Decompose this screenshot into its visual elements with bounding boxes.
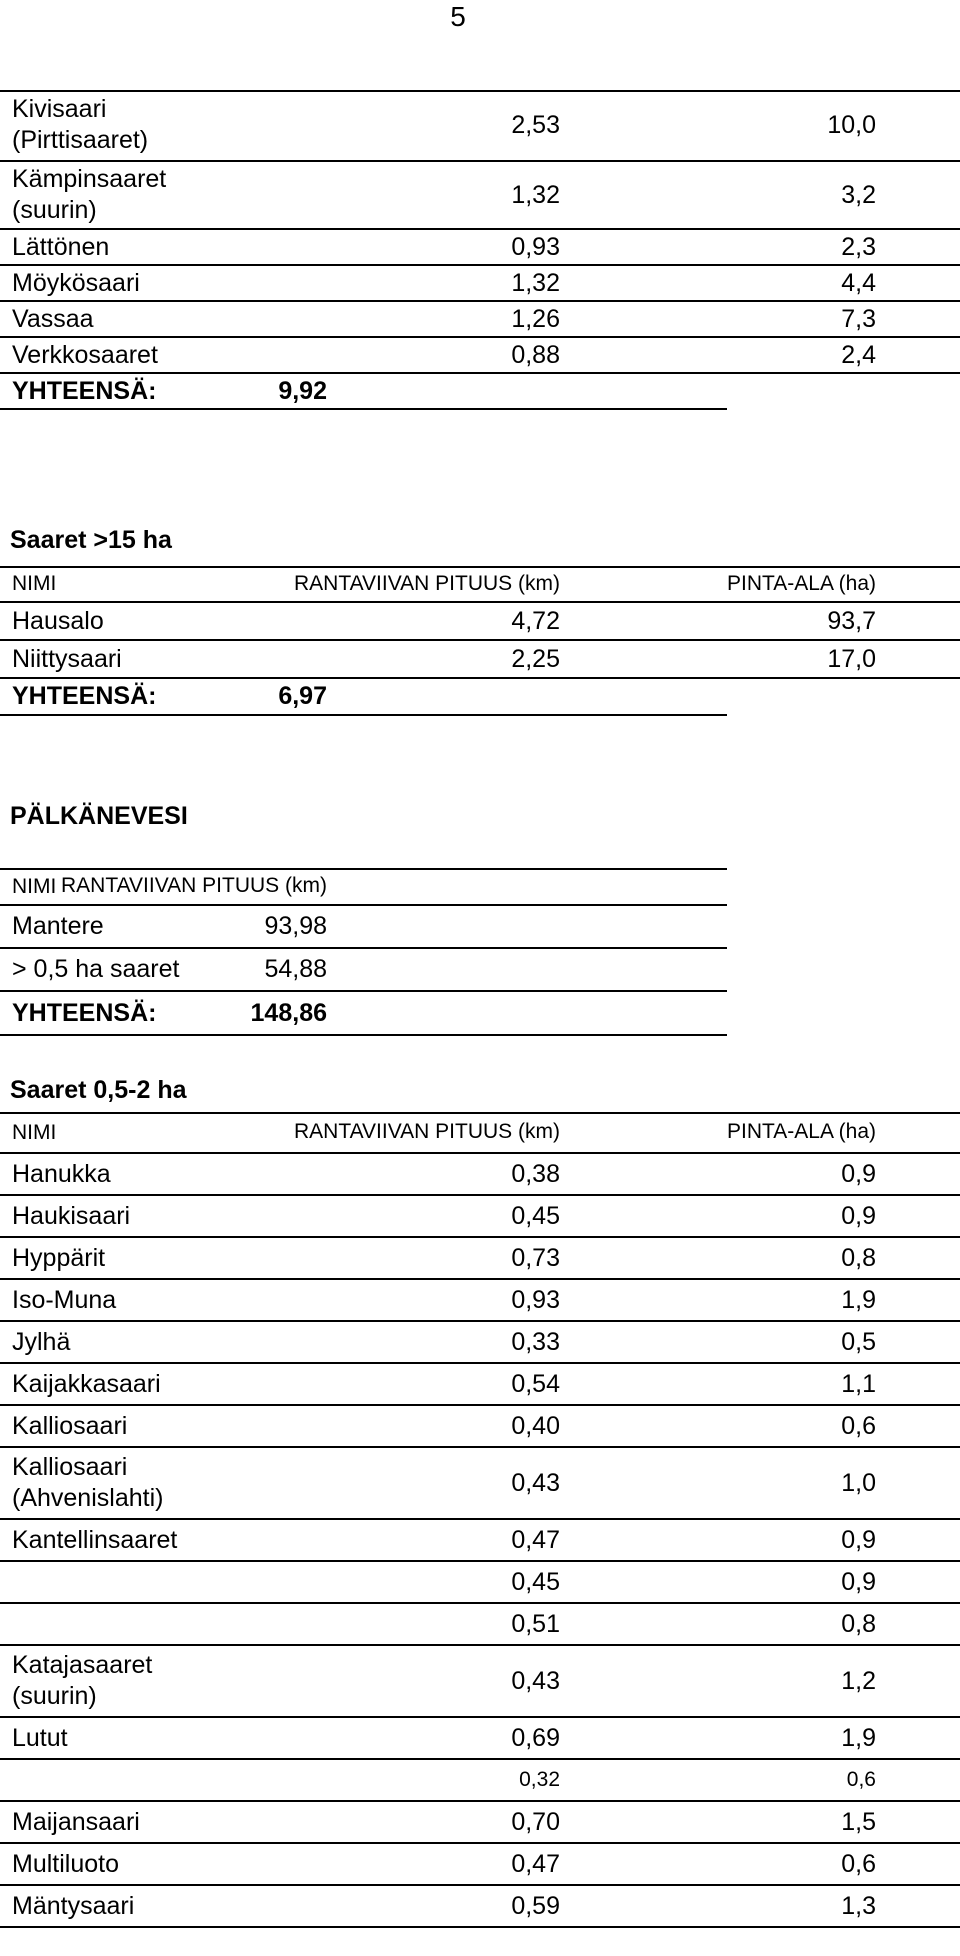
section-title: Saaret 0,5-2 ha xyxy=(10,1076,187,1104)
island-name: Kantellinsaaret xyxy=(12,1525,178,1554)
shoreline-length: 93,98 xyxy=(264,912,327,940)
shoreline-length: 0,45 xyxy=(511,1567,560,1596)
shoreline-length: 1,32 xyxy=(511,268,560,297)
col-header-area: PINTA-ALA (ha) xyxy=(727,571,876,595)
table-row xyxy=(0,302,960,338)
shoreline-length: 0,54 xyxy=(511,1369,560,1398)
area-ha: 0,9 xyxy=(841,1201,876,1230)
table-row xyxy=(0,1886,960,1928)
total-label: YHTEENSÄ: xyxy=(12,682,157,710)
table-row xyxy=(0,949,727,992)
shoreline-length: 0,70 xyxy=(511,1807,560,1836)
area-ha: 0,5 xyxy=(841,1327,876,1356)
table-row xyxy=(0,1238,960,1280)
table-row xyxy=(0,1406,960,1448)
area-ha: 1,9 xyxy=(841,1723,876,1752)
area-ha: 7,3 xyxy=(841,304,876,333)
col-header-shoreline: RANTAVIIVAN PITUUS (km) xyxy=(60,874,327,897)
table-row xyxy=(0,1322,960,1364)
shoreline-length: 0,73 xyxy=(511,1243,560,1272)
area-ha: 0,9 xyxy=(841,1567,876,1596)
island-name: Hyppärit xyxy=(12,1243,106,1272)
table-row xyxy=(0,230,960,266)
table-row xyxy=(0,90,960,162)
shoreline-length: 0,38 xyxy=(511,1159,560,1188)
table-row xyxy=(0,1646,960,1718)
table-row xyxy=(0,1154,960,1196)
area-ha: 1,3 xyxy=(841,1891,876,1920)
area-ha: 0,6 xyxy=(846,1768,876,1791)
total-label: YHTEENSÄ: xyxy=(12,376,157,405)
area-ha: 0,9 xyxy=(841,1159,876,1188)
total-row xyxy=(0,679,727,716)
shoreline-length: 4,72 xyxy=(511,606,560,635)
table-row xyxy=(0,338,960,374)
shoreline-length: 2,53 xyxy=(511,110,560,139)
table-row xyxy=(0,1520,960,1562)
table-row xyxy=(0,1604,960,1646)
island-name: Kivisaari (Pirttisaaret) xyxy=(12,95,149,154)
area-ha: 93,7 xyxy=(827,606,876,635)
shoreline-length: 0,93 xyxy=(511,232,560,261)
area-ha: 1,2 xyxy=(841,1666,876,1695)
island-name: Maijansaari xyxy=(12,1807,140,1836)
area-ha: 1,9 xyxy=(841,1285,876,1314)
island-name: Kalliosaari (Ahvenislahti) xyxy=(12,1453,164,1512)
col-header-name: NIMI xyxy=(12,572,57,595)
shoreline-length: 0,45 xyxy=(511,1201,560,1230)
island-name: Mäntysaari xyxy=(12,1891,135,1920)
shoreline-length: 0,40 xyxy=(511,1411,560,1440)
section-title: Saaret >15 ha xyxy=(10,526,172,554)
section-title: PÄLKÄNEVESI xyxy=(10,802,188,830)
area-ha: 0,8 xyxy=(841,1243,876,1272)
shoreline-length: 0,32 xyxy=(519,1768,560,1791)
total-value: 148,86 xyxy=(250,998,327,1027)
table-row xyxy=(0,641,960,679)
island-name: Verkkosaaret xyxy=(12,340,158,369)
island-name: Iso-Muna xyxy=(12,1285,117,1314)
table-row xyxy=(0,1802,960,1844)
col-header-area: PINTA-ALA (ha) xyxy=(727,1120,876,1143)
area-ha: 2,4 xyxy=(841,340,876,369)
island-name: Möykösaari xyxy=(12,268,140,297)
col-header-shoreline: RANTAVIIVAN PITUUS (km) xyxy=(293,571,560,595)
table-row xyxy=(0,1196,960,1238)
col-header-name: NIMI xyxy=(12,874,57,898)
island-name: Kalliosaari xyxy=(12,1411,128,1440)
shoreline-length: 0,47 xyxy=(511,1525,560,1554)
table-row xyxy=(0,603,960,641)
island-name: Hanukka xyxy=(12,1159,111,1188)
total-row xyxy=(0,374,727,410)
area-ha: 0,8 xyxy=(841,1609,876,1638)
area-ha: 1,0 xyxy=(841,1468,876,1497)
shoreline-length: 1,32 xyxy=(511,180,560,209)
island-name: Katajasaaret (suurin) xyxy=(12,1651,153,1710)
table-row xyxy=(0,266,960,302)
table-row xyxy=(0,1718,960,1760)
total-row xyxy=(0,992,727,1036)
island-name: Multiluoto xyxy=(12,1849,119,1878)
island-name: Niittysaari xyxy=(12,644,122,673)
shoreline-length: 2,25 xyxy=(511,644,560,673)
shoreline-length: 0,43 xyxy=(511,1468,560,1497)
island-name: Lutut xyxy=(12,1723,68,1752)
row-label: Mantere xyxy=(12,912,104,940)
table-row xyxy=(0,1562,960,1604)
area-ha: 10,0 xyxy=(827,110,876,139)
island-name: Kämpinsaaret (suurin) xyxy=(12,165,167,224)
total-value: 6,97 xyxy=(278,682,327,710)
shoreline-length: 54,88 xyxy=(264,955,327,983)
shoreline-length: 0,51 xyxy=(511,1609,560,1638)
area-ha: 17,0 xyxy=(827,644,876,673)
island-name: Jylhä xyxy=(12,1327,71,1356)
total-value: 9,92 xyxy=(278,376,327,405)
row-label: > 0,5 ha saaret xyxy=(12,955,180,983)
shoreline-length: 0,33 xyxy=(511,1327,560,1356)
table-row xyxy=(0,906,727,949)
shoreline-length: 0,93 xyxy=(511,1285,560,1314)
shoreline-length: 1,26 xyxy=(511,304,560,333)
island-name: Vassaa xyxy=(12,304,94,333)
header-row xyxy=(0,868,727,906)
col-header-name: NIMI xyxy=(12,1120,57,1144)
shoreline-length: 0,69 xyxy=(511,1723,560,1752)
area-ha: 0,6 xyxy=(841,1411,876,1440)
table-row xyxy=(0,1844,960,1886)
header-row xyxy=(0,1112,960,1154)
table-row xyxy=(0,162,960,230)
table-row xyxy=(0,1280,960,1322)
area-ha: 3,2 xyxy=(841,180,876,209)
table-row xyxy=(0,1448,960,1520)
shoreline-length: 0,59 xyxy=(511,1891,560,1920)
total-label: YHTEENSÄ: xyxy=(12,998,157,1027)
shoreline-length: 0,43 xyxy=(511,1666,560,1695)
island-name: Hausalo xyxy=(12,606,104,635)
page-number: 5 xyxy=(450,1,466,32)
shoreline-length: 0,88 xyxy=(511,340,560,369)
area-ha: 1,1 xyxy=(841,1369,876,1398)
area-ha: 0,6 xyxy=(841,1849,876,1878)
island-name: Lättönen xyxy=(12,232,110,261)
col-header-shoreline: RANTAVIIVAN PITUUS (km) xyxy=(293,1120,560,1143)
area-ha: 0,9 xyxy=(841,1525,876,1554)
table-row xyxy=(0,1760,960,1802)
header-row xyxy=(0,566,960,603)
area-ha: 2,3 xyxy=(841,232,876,261)
shoreline-length: 0,47 xyxy=(511,1849,560,1878)
area-ha: 1,5 xyxy=(841,1807,876,1836)
area-ha: 4,4 xyxy=(841,268,876,297)
island-name: Kaijakkasaari xyxy=(12,1369,161,1398)
island-name: Haukisaari xyxy=(12,1201,131,1230)
table-row xyxy=(0,1364,960,1406)
